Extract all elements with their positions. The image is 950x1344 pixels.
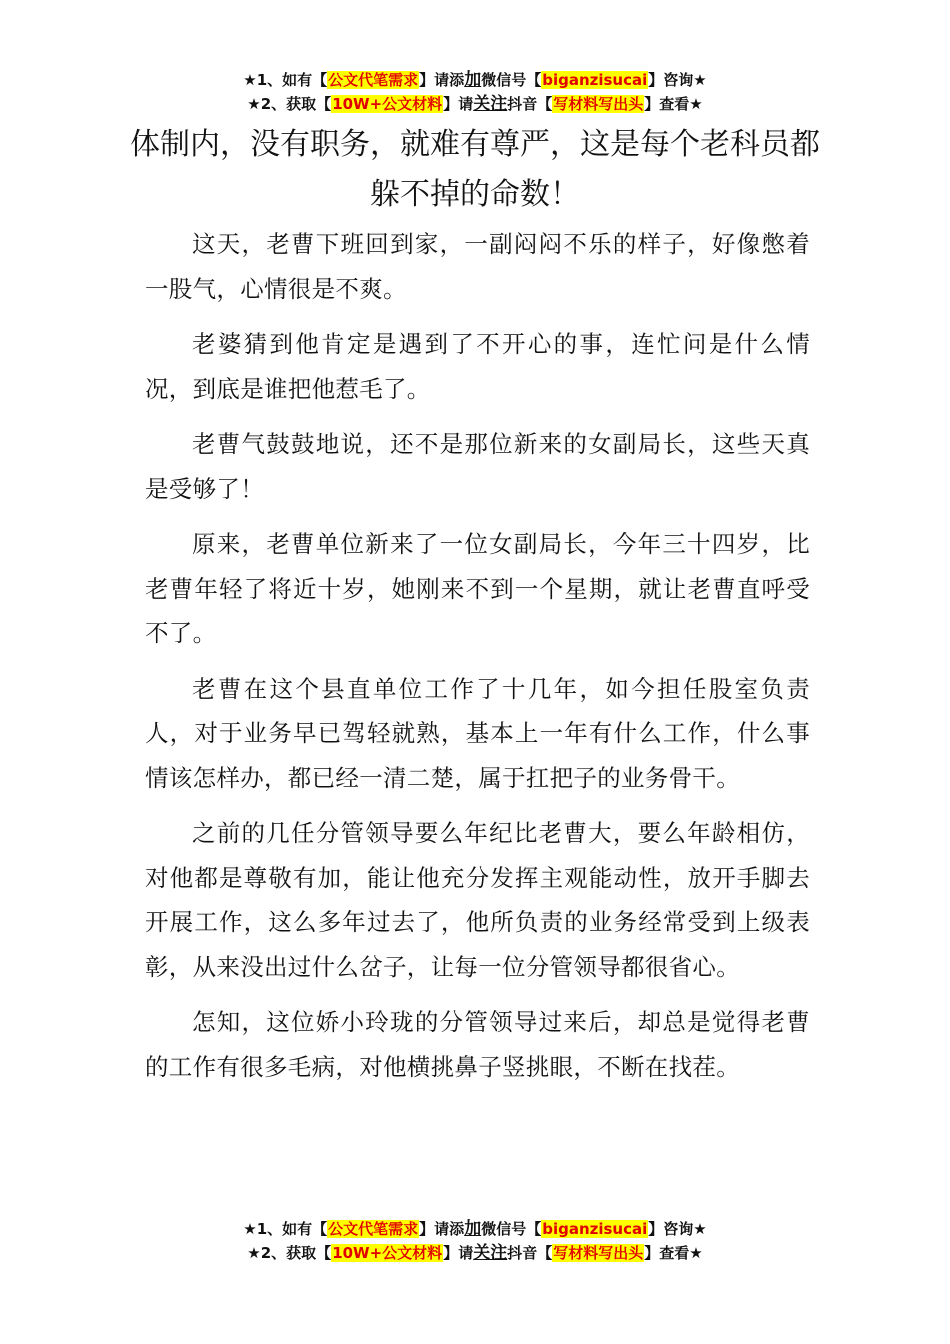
banner-text: 抖音【 <box>507 1244 553 1262</box>
banner-text: ★1、如有【 <box>243 1220 328 1238</box>
banner-text: 】请 <box>443 1244 474 1262</box>
banner-highlight: 公文代笔需求 <box>328 1220 419 1238</box>
banner-text: 】咨询★ <box>648 71 707 89</box>
banner-text: 微信号【 <box>481 1220 542 1238</box>
paragraph: 老曹在这个县直单位工作了十几年，如今担任股室负责人，对于业务早已驾轻就熟，基本上一年有什么工作，什么事情该怎样办，都已经一清二楚，属于扛把子的业务骨干。 <box>145 674 810 792</box>
banner-text: 】请添 <box>419 71 465 89</box>
banner-text: ★2、获取【 <box>247 1244 332 1262</box>
banner-line-2 <box>0 1241 950 1265</box>
document-title: 体制内，没有职务，就难有尊严，这是每个老科员都躲不掉的命数！ <box>130 127 820 212</box>
banner-line-1 <box>0 68 950 92</box>
footer-banner <box>0 1217 950 1265</box>
banner-text: 】请 <box>443 95 474 113</box>
banner-text: 】查看★ <box>644 95 703 113</box>
paragraph: 这天，老曹下班回到家，一副闷闷不乐的样子，好像憋着一股气，心情很是不爽。 <box>145 230 810 303</box>
banner-line-2 <box>0 92 950 116</box>
banner-highlight: biganzisucai <box>542 1220 648 1238</box>
banner-text: 】请添 <box>419 1220 465 1238</box>
banner-text: 】咨询★ <box>648 1220 707 1238</box>
banner-highlight: 公文代笔需求 <box>328 71 419 89</box>
banner-text: 抖音【 <box>507 95 553 113</box>
banner-line-1 <box>0 1217 950 1241</box>
paragraph: 之前的几任分管领导要么年纪比老曹大，要么年龄相仿，对他都是尊敬有加，能让他充分发挥主观能动性，放开手脚去开展工作，这么多年过去了，他所负责的业务经常受到上级表彰，从来没出过什么岔子，让每一位分管领导都很省心。 <box>145 819 810 981</box>
banner-highlight: 10W+公文材料 <box>332 95 443 113</box>
paragraph: 原来，老曹单位新来了一位女副局长，今年三十四岁，比老曹年轻了将近十岁，她刚来不到一个星期，就让老曹直呼受不了。 <box>145 530 810 647</box>
banner-highlight: biganzisucai <box>542 71 648 89</box>
banner-text: ★2、获取【 <box>247 95 332 113</box>
banner-underline: 关注 <box>473 94 508 114</box>
banner-highlight: 写材料写出头 <box>553 1244 644 1262</box>
banner-underline: 加 <box>464 1219 482 1239</box>
header-banner <box>0 68 950 116</box>
paragraph: 怎知，这位娇小玲珑的分管领导过来后，却总是觉得老曹的工作有很多毛病，对他横挑鼻子竖挑眼，不断在找茬。 <box>145 1008 810 1081</box>
banner-text: 微信号【 <box>481 71 542 89</box>
banner-text: 】查看★ <box>644 1244 703 1262</box>
paragraph: 老婆猜到他肯定是遇到了不开心的事，连忙问是什么情况，到底是谁把他惹毛了。 <box>145 330 810 403</box>
banner-underline: 关注 <box>473 1243 508 1263</box>
document-body <box>145 222 810 1100</box>
banner-text: ★1、如有【 <box>243 71 328 89</box>
banner-highlight: 10W+公文材料 <box>332 1244 443 1262</box>
paragraph: 老曹气鼓鼓地说，还不是那位新来的女副局长，这些天真是受够了！ <box>145 430 810 503</box>
banner-underline: 加 <box>464 70 482 90</box>
banner-highlight: 写材料写出头 <box>553 95 644 113</box>
